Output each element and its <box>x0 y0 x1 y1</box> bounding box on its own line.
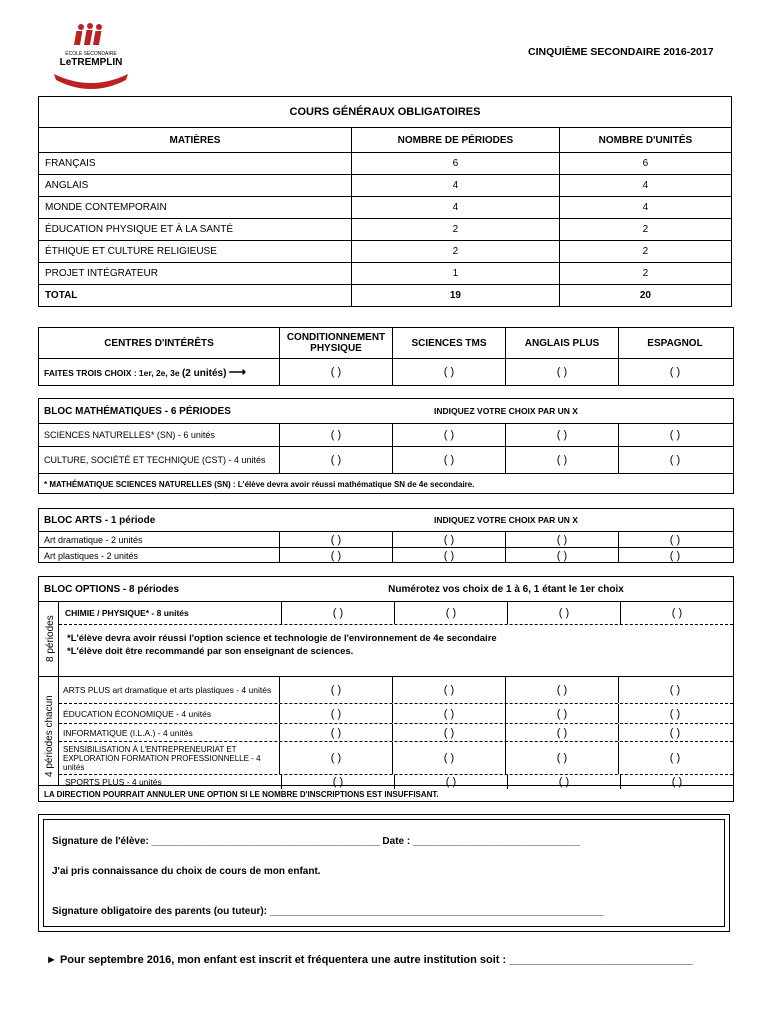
choice-box[interactable]: ( ) <box>618 532 731 547</box>
choice-box[interactable]: ( ) <box>394 775 507 789</box>
interest-col: ANGLAIS PLUS <box>505 328 618 358</box>
choice-box[interactable]: ( ) <box>392 724 505 741</box>
svg-text:LeTREMPLIN: LeTREMPLIN <box>59 57 123 68</box>
options-title: BLOC OPTIONS - 8 périodes <box>44 583 180 595</box>
arts-title: BLOC ARTS - 1 période <box>44 514 156 526</box>
arrow-icon: ► <box>46 954 57 966</box>
col-header: MATIÈRES <box>39 128 352 153</box>
choice-box[interactable]: ( ) <box>618 359 731 385</box>
option-item: ÉDUCATION ÉCONOMIQUE - 4 unités <box>63 708 212 719</box>
interests-section <box>38 327 734 386</box>
arts-option: Art dramatique - 2 unités <box>44 534 143 545</box>
option-item: SENSIBILISATION À L'ENTREPRENEURIAT ET EXPLORATION FORMATION PROFESSIONNELLE - 4 unités <box>63 744 261 772</box>
chimie-option: CHIMIE / PHYSIQUE* - 8 unités <box>65 608 189 618</box>
choice-box[interactable]: ( ) <box>279 447 392 473</box>
choice-instruction: FAITES TROIS CHOIX : 1er, 2e, 3e (2 unités) ⟶ <box>44 365 246 379</box>
math-option: SCIENCES NATURELLES* (SN) - 6 unités <box>44 430 215 440</box>
choice-box[interactable]: ( ) <box>505 677 618 703</box>
periods-cell: 2 <box>352 219 560 241</box>
svg-text:ÉCOLE SECONDAIRE: ÉCOLE SECONDAIRE <box>65 51 117 57</box>
choice-box[interactable]: ( ) <box>279 677 392 703</box>
interest-col: CONDITIONNEMENT PHYSIQUE <box>279 328 392 358</box>
choice-box[interactable]: ( ) <box>507 775 620 789</box>
choice-box[interactable]: ( ) <box>279 704 392 723</box>
choice-box[interactable]: ( ) <box>279 532 392 547</box>
choice-box[interactable]: ( ) <box>505 359 618 385</box>
side-label-4: 4 périodes chacun <box>39 677 59 785</box>
units-cell: 4 <box>559 197 731 219</box>
subject-cell: FRANÇAIS <box>39 153 352 175</box>
arts-hint: INDIQUEZ VOTRE CHOIX PAR UN X <box>434 515 578 525</box>
choice-box[interactable]: ( ) <box>618 424 731 446</box>
other-institution-line[interactable]: ► Pour septembre 2016, mon enfant est inscrit et fréquentera une autre institution soit : ______________________________ <box>46 954 693 966</box>
choice-box[interactable]: ( ) <box>392 704 505 723</box>
option-item: ARTS PLUS art dramatique et arts plastiques - 4 unités <box>63 685 272 695</box>
choice-box[interactable]: ( ) <box>505 548 618 563</box>
interest-col: ESPAGNOL <box>618 328 731 358</box>
units-cell: 2 <box>559 219 731 241</box>
parent-signature-line[interactable]: Signature obligatoire des parents (ou tuteur): ____________________________________________________________ <box>52 906 604 917</box>
choice-box[interactable]: ( ) <box>392 548 505 563</box>
subject-cell: MONDE CONTEMPORAIN <box>39 197 352 219</box>
subject-cell: ÉDUCATION PHYSIQUE ET À LA SANTÉ <box>39 219 352 241</box>
options-footer: LA DIRECTION POURRAIT ANNULER UNE OPTION SI LE NOMBRE D'INSCRIPTIONS EST INSUFFISANT. <box>44 789 439 799</box>
student-signature-line[interactable]: Signature de l'élève: _________________________________________ Date : ______________________________ <box>52 836 580 847</box>
choice-box[interactable]: ( ) <box>505 424 618 446</box>
choice-box[interactable]: ( ) <box>392 742 505 774</box>
choice-box[interactable]: ( ) <box>394 602 507 624</box>
choice-box[interactable]: ( ) <box>620 775 733 789</box>
options-hint: Numérotez vos choix de 1 à 6, 1 étant le 1er choix <box>388 583 624 595</box>
choice-box[interactable]: ( ) <box>281 602 394 624</box>
choice-box[interactable]: ( ) <box>392 677 505 703</box>
options-section <box>38 576 734 802</box>
chimie-note-1: *L'élève devra avoir réussi l'option science et technologie de l'environnement de 4e secondaire <box>67 633 497 644</box>
units-cell: 4 <box>559 175 731 197</box>
choice-box[interactable]: ( ) <box>618 724 731 741</box>
total-periods: 19 <box>352 285 560 307</box>
choice-box[interactable]: ( ) <box>618 447 731 473</box>
choice-box[interactable]: ( ) <box>505 704 618 723</box>
math-section <box>38 398 734 494</box>
option-item: INFORMATIQUE (I.L.A.) - 4 unités <box>63 727 193 738</box>
choice-box[interactable]: ( ) <box>392 447 505 473</box>
col-header: NOMBRE D'UNITÉS <box>559 128 731 153</box>
school-logo <box>48 22 134 94</box>
subject-cell: PROJET INTÉGRATEUR <box>39 263 352 285</box>
page-title: CINQUIÈME SECONDAIRE 2016-2017 <box>528 46 714 58</box>
subject-cell: ÉTHIQUE ET CULTURE RELIGIEUSE <box>39 241 352 263</box>
units-cell: 6 <box>559 153 731 175</box>
total-units: 20 <box>559 285 731 307</box>
choice-box[interactable]: ( ) <box>618 677 731 703</box>
choice-box[interactable]: ( ) <box>279 424 392 446</box>
option-item: SPORTS PLUS - 4 unités <box>65 777 162 787</box>
math-hint: INDIQUEZ VOTRE CHOIX PAR UN X <box>434 406 578 416</box>
math-option: CULTURE, SOCIÉTÉ ET TECHNIQUE (CST) - 4 unités <box>44 455 266 465</box>
side-label-8: 8 périodes <box>39 602 59 676</box>
math-title: BLOC MATHÉMATIQUES - 6 PÉRIODES <box>44 405 231 417</box>
interest-col: SCIENCES TMS <box>392 328 505 358</box>
chimie-note-2: *L'élève doit être recommandé par son enseignant de sciences. <box>67 646 354 657</box>
arts-section <box>38 508 734 563</box>
periods-cell: 2 <box>352 241 560 263</box>
periods-cell: 4 <box>352 175 560 197</box>
total-label: TOTAL <box>39 285 352 307</box>
choice-box[interactable]: ( ) <box>505 724 618 741</box>
choice-box[interactable]: ( ) <box>392 532 505 547</box>
choice-box[interactable]: ( ) <box>505 532 618 547</box>
choice-box[interactable]: ( ) <box>392 424 505 446</box>
general-title: COURS GÉNÉRAUX OBLIGATOIRES <box>39 97 732 128</box>
choice-box[interactable]: ( ) <box>279 742 392 774</box>
choice-box[interactable]: ( ) <box>279 548 392 563</box>
math-note: * MATHÉMATIQUE SCIENCES NATURELLES (SN) : L'élève devra avoir réussi mathématique SN de 4e secondaire. <box>44 479 475 489</box>
periods-cell: 6 <box>352 153 560 175</box>
signature-box <box>38 814 730 932</box>
acknowledgement: J'ai pris connaissance du choix de cours de mon enfant. <box>52 866 321 877</box>
interests-label: CENTRES D'INTÉRÊTS <box>104 337 214 349</box>
choice-box[interactable]: ( ) <box>279 724 392 741</box>
choice-box[interactable]: ( ) <box>281 775 394 789</box>
subject-cell: ANGLAIS <box>39 175 352 197</box>
choice-box[interactable]: ( ) <box>618 704 731 723</box>
units-cell: 2 <box>559 263 731 285</box>
periods-cell: 4 <box>352 197 560 219</box>
arts-option: Art plastiques - 2 unités <box>44 550 139 561</box>
choice-box[interactable]: ( ) <box>618 548 731 563</box>
choice-box[interactable]: ( ) <box>505 447 618 473</box>
periods-cell: 1 <box>352 263 560 285</box>
choice-box[interactable]: ( ) <box>507 602 620 624</box>
units-cell: 2 <box>559 241 731 263</box>
choice-box[interactable]: ( ) <box>620 602 733 624</box>
choice-box[interactable]: ( ) <box>505 742 618 774</box>
choice-box[interactable]: ( ) <box>279 359 392 385</box>
choice-box[interactable]: ( ) <box>392 359 505 385</box>
choice-box[interactable]: ( ) <box>618 742 731 774</box>
col-header: NOMBRE DE PÉRIODES <box>352 128 560 153</box>
general-courses-table <box>38 96 732 307</box>
